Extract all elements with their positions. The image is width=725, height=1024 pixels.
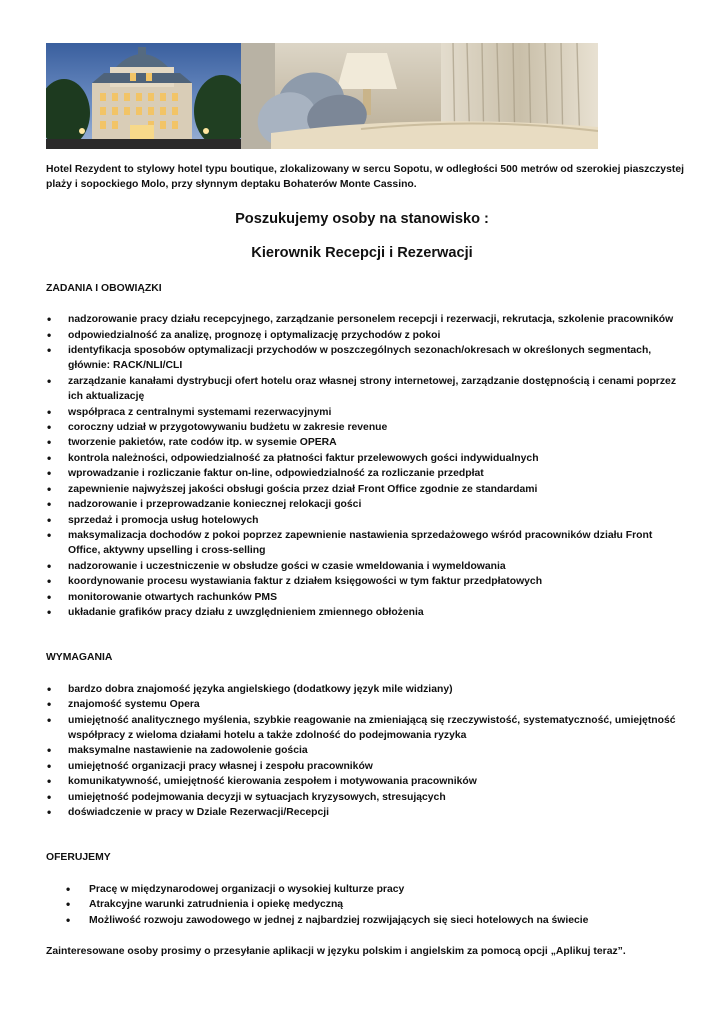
list-item: • nadzorowanie i przeprowadzanie koniecznej relokacji gości bbox=[46, 497, 686, 512]
list-item: • tworzenie pakietów, rate codów itp. w sysemie OPERA bbox=[46, 435, 686, 450]
offer-list bbox=[46, 882, 686, 928]
list-item: • identyfikacja sposobów optymalizacji przychodów w poszczególnych sezonach/okresach w określonych segmentach, głównie: RACK/NLI/CLI bbox=[46, 343, 686, 374]
list-item: • nadzorowanie pracy działu recepcyjnego, zarządzanie personelem recepcji i rezerwacji, rekrutacja, szkolenie pracowników bbox=[46, 312, 686, 327]
duties-list bbox=[46, 312, 686, 620]
list-item: • zarządzanie kanałami dystrybucji ofert hotelu oraz własnej strony internetowej, zarządzanie dostępnością i cenami poprzez ich aktualizację bbox=[46, 374, 686, 405]
list-item: • wprowadzanie i rozliczanie faktur on-line, odpowiedzialność za rozliczanie przedpłat bbox=[46, 466, 686, 481]
list-item: • komunikatywność, umiejętność kierowania zespołem i motywowania pracowników bbox=[46, 774, 686, 789]
requirements-list bbox=[46, 682, 686, 821]
list-item: • umiejętność podejmowania decyzji w sytuacjach kryzysowych, stresujących bbox=[46, 790, 686, 805]
list-item: • Możliwość rozwoju zawodowego w jednej z najbardziej rozwijających się sieci hotelowych na świecie bbox=[46, 913, 686, 928]
list-item: • układanie grafików pracy działu z uwzględnieniem zmiennego obłożenia bbox=[46, 605, 686, 620]
list-item: • umiejętność analitycznego myślenia, szybkie reagowanie na zmieniającą się rzeczywistość, systematyczność, umiejętność współpracy z wieloma działami hotelu a także zdolność do podejmowania ryzyka bbox=[46, 713, 686, 744]
list-item: • zapewnienie najwyższej jakości obsługi gościa przez dział Front Office zgodnie ze standardami bbox=[46, 482, 686, 497]
list-item: • bardzo dobra znajomość języka angielskiego (dodatkowy język mile widziany) bbox=[46, 682, 686, 697]
requirements-title: WYMAGANIA bbox=[46, 652, 113, 664]
duties-title: ZADANIA I OBOWIĄZKI bbox=[46, 282, 162, 294]
list-item: • współpraca z centralnymi systemami rezerwacyjnymi bbox=[46, 405, 686, 420]
list-item: • doświadczenie w pracy w Dziale Rezerwacji/Recepcji bbox=[46, 805, 686, 820]
list-item: • coroczny udział w przygotowywaniu budżetu w zakresie revenue bbox=[46, 420, 686, 435]
list-item: • koordynowanie procesu wystawiania faktur z działem księgowości w tym faktur przedpłatowych bbox=[46, 574, 686, 589]
list-item: • umiejętność organizacji pracy własnej i zespołu pracowników bbox=[46, 759, 686, 774]
list-item: • maksymalizacja dochodów z pokoi poprzez zapewnienie nastawienia sprzedażowego wśród pracowników działu Front Office, aktywny upselling i cross-selling bbox=[46, 528, 686, 559]
job-posting bbox=[46, 162, 686, 970]
application-instructions: Zainteresowane osoby prosimy o przesyłanie aplikacji w języku polskim i angielskim za pomocą opcji „Aplikuj teraz”. bbox=[46, 946, 626, 958]
requirements-section bbox=[46, 650, 686, 820]
list-item: • Atrakcyjne warunki zatrudnienia i opiekę medyczną bbox=[46, 897, 686, 912]
list-item: • nadzorowanie i uczestniczenie w obsłudze gości w czasie wmeldowania i wymeldowania bbox=[46, 559, 686, 574]
header-banner bbox=[46, 43, 598, 149]
hotel-room-photo bbox=[241, 43, 598, 149]
offer-title: OFERUJEMY bbox=[46, 852, 111, 864]
list-item: • Pracę w międzynarodowej organizacji o wysokiej kulturze pracy bbox=[46, 882, 686, 897]
list-item: • maksymalne nastawienie na zadowolenie gościa bbox=[46, 743, 686, 758]
list-item: • sprzedaż i promocja usług hotelowych bbox=[46, 513, 686, 528]
list-item: • odpowiedzialność za analizę, prognozę i optymalizację przychodów z pokoi bbox=[46, 328, 686, 343]
list-item: • monitorowanie otwartych rachunków PMS bbox=[46, 590, 686, 605]
hotel-building-photo bbox=[46, 43, 241, 149]
position-title: Kierownik Recepcji i Rezerwacji bbox=[251, 244, 473, 261]
duties-section bbox=[46, 281, 686, 621]
hotel-intro: Hotel Rezydent to stylowy hotel typu boutique, zlokalizowany w sercu Sopotu, w odległości 500 metrów od szerokiej piaszczystej plaży i sopockiego Molo, przy słynnym deptaku Bohaterów Monte Cassino. bbox=[46, 164, 684, 191]
list-item: • znajomość systemu Opera bbox=[46, 697, 686, 712]
list-item: • kontrola należności, odpowiedzialność za płatności faktur przelewowych gości indywidualnych bbox=[46, 451, 686, 466]
offer-section bbox=[46, 850, 686, 928]
heading: Poszukujemy osoby na stanowisko : bbox=[235, 210, 489, 227]
